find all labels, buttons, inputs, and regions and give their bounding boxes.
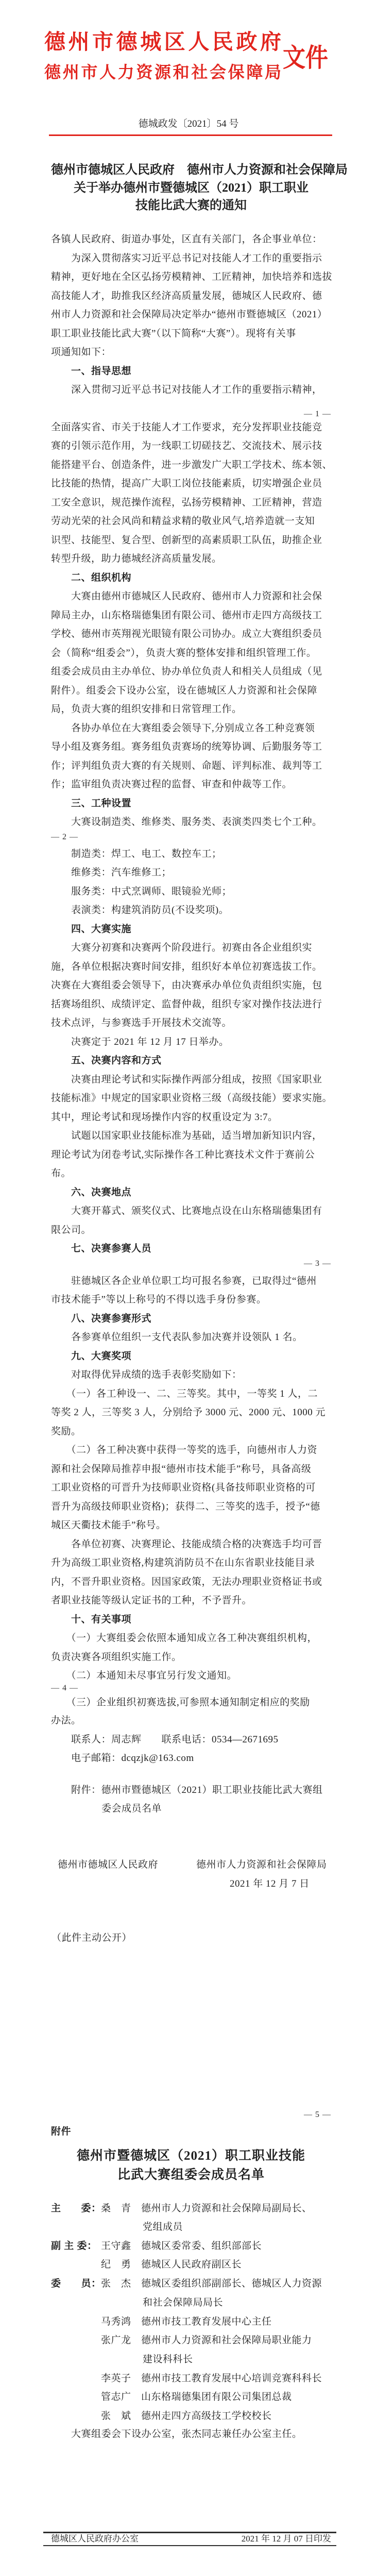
doc-line: 决赛定于 2021 年 12 月 17 日举办。 [51,1037,229,1047]
doc-line: 委会成员名单 [101,1803,162,1814]
section-heading: 二、组织机构 [51,572,132,583]
doc-line: 晋升为高级技师职业资格)；获得二、三等奖的选手，授予“德 [51,1501,320,1512]
section-heading: 七、决赛参赛人员 [51,1243,152,1254]
doc-line: 大赛由德州市德城区人民政府、德州市人力资源和社会保 [51,591,322,602]
section-heading: 十、有关事项 [51,1614,132,1625]
doc-line: 高技能人才，助推我区经济高质量发展，德城区人民政府、德 [51,291,322,301]
page-number: — 1 — [304,410,331,418]
doc-line: 各单位初赛、决赛理论、技能成绩合格的决赛选手均可晋 [51,1539,322,1550]
doc-line: 决赛由理论考试和实际操作两部分组成，按照《国家职业 [51,1074,322,1085]
document-number: 德城政发〔2021〕54 号 [138,118,239,129]
doc-line: 各协办单位在大赛组委会领导下,分别成立各工种竞赛领 [51,723,315,734]
doc-line: 升为高级工职业资格,构建筑消防员不在山东省职业技能目录 [51,1557,315,1568]
doc-line: （二）本通知未尽事宜另行发文通知。 [51,1670,237,1681]
doc-line: （三）企业组织初赛选拔,可参照本通知制定相应的奖励 [51,1697,310,1708]
doc-line: 负责决赛各项组织实施工作。 [51,1652,182,1663]
signature-date: 2021 年 12 月 7 日 [230,1878,310,1889]
doc-line: 等奖 2 人，三等奖 3 人，分别给予 3000 元、2000 元、1000 元 [51,1407,326,1418]
doc-line: 学校、德州市英翔视光眼镜有限公司协办。成立大赛组织委员 [51,629,322,639]
letterhead-org-line1: 德州市德城区人民政府 [44,30,281,54]
signature-right: 德州市人力资源和社会保障局 [196,1859,327,1870]
attachment-title-line: 比武大赛组委会成员名单 [117,2168,265,2182]
doc-line: 城区天衢技术能手”称号。 [51,1520,166,1531]
doc-line: 全面落实省、市关于技能人才工作要求，充分发挥职业技能竞 [51,422,322,433]
doc-line: 工职业资格的可晋升为技师职业资格(具备技师职业资格的可 [51,1482,316,1493]
doc-title-line: 关于举办德州市暨德城区（2021）职工职业 [74,181,309,195]
doc-line: 维修类：汽车维修工； [51,867,172,878]
section-heading: 五、决赛内容和方式 [51,1055,162,1066]
doc-line: 组委会成员由主办单位、协办单位负责人和相关人员组成（见 [51,666,322,677]
doc-line: 转型升级，助力德城经济高质量发展。 [51,553,222,564]
doc-line: 项通知如下： [51,347,112,358]
section-heading: 一、指导思想 [51,366,132,377]
section-heading: 六、决赛地点 [51,1187,132,1198]
letterhead-org-line2: 德州市人力资源和社会保障局 [44,63,281,81]
page-number: — 2 — [51,833,78,841]
roster-role: 副 主 委： [51,2241,97,2251]
red-divider-rule [49,134,332,136]
contact-line: 联系人：周志辉 联系电话：0534—2671695 [51,1734,279,1745]
roster-entry: 张 杰 德城区委组织部副部长、德城区人力资源 [101,2278,322,2289]
section-heading: 四、大赛实施 [51,924,132,935]
roster-entry: 张广龙 德州市人力资源和社会保障局职业能力 [101,2335,312,2346]
roster-entry: 王守鑫 德城区委常委、组织部部长 [101,2241,262,2251]
email-line: 电子邮箱：dcqzjk@163.com [51,1753,194,1764]
doc-line: 理论考试为闭卷考试,实际操作各工种比赛技术文件于赛前公 [51,1149,315,1160]
doc-line: 限公司。 [51,1225,92,1235]
attachment-label: 附件 [51,2126,72,2137]
doc-line: 比技能的热情，提高广大职工岗位技能素质，切实增强企业员 [51,478,322,489]
page-number: — 4 — [51,1684,78,1692]
signature-left: 德州市德城区人民政府 [58,1859,159,1870]
doc-line: 施，各单位根据决赛时间安排，组织好本单位初赛选拔工作。 [51,961,322,972]
doc-line: 附件）。组委会下设办公室，设在德城区人力资源和社会保障 [51,685,318,696]
doc-line: 深入贯彻习近平总书记对技能人才工作的重要指示精神， [51,384,322,395]
doc-line: 技能标准》中规定的国家职业资格三级（高级技能）要求实施。 [51,1093,333,1104]
doc-line: 大赛分初赛和决赛两个阶段进行。初赛由各企业组织实 [51,942,313,953]
doc-line: 工安全意识，规范操作流程，弘扬劳模精神、工匠精神，营造 [51,497,322,508]
doc-line: （一）大赛组委会依照本通知成立各工种决赛组织机构， [51,1633,318,1643]
doc-line: 作；监审组负责决赛过程的监督、审查和仲裁等工作。 [51,779,293,790]
roster-role: 委 员： [51,2278,101,2289]
letterhead-document-word: 文件 [283,43,328,72]
doc-line: 奖励。 [51,1426,81,1437]
doc-line: 其中，理论考试和现场操作内容的权重设定为 3:7。 [51,1112,278,1123]
doc-line: 者职业技能等级认定证书的工种，不予晋升。 [51,1595,252,1606]
section-heading: 九、大赛奖项 [51,1351,132,1362]
doc-line: 决赛在大赛组委会领导下，由决赛承办单位负责组织实施，包 [51,980,322,991]
doc-line: 会（简称“组委会”），负责大赛的整体安排和组织管理工作。 [51,648,317,658]
page-number: — 3 — [304,1259,331,1268]
doc-line: 表演类：构建筑消防员(不设奖项)。 [51,905,229,916]
doc-line: 括赛场组织、成绩评定、监督仲裁，组织专家对操作技法进行 [51,999,322,1010]
doc-line: 内，不晋升职业资格。因国家政策，无法办理职业资格证书或 [51,1577,322,1587]
section-heading: 三、工种设置 [51,798,132,809]
doc-line: 附件：德州市暨德城区（2021）职工职业技能比武大赛组 [51,1785,323,1795]
doc-line: 职工职业技能比武大赛”（以下简称“大赛”）。现将有关事 [51,328,296,339]
doc-line: 布。 [51,1168,72,1179]
roster-entry-cont: 和社会保障局局长 [143,2297,224,2308]
attachment-title-line: 德州市暨德城区（2021）职工职业技能 [76,2149,305,2163]
footer-print-date: 2021 年 12 月 07 日印发 [241,2534,331,2544]
doc-line: 驻德城区各企业单位职工均可报名参赛，已取得过“德州 [51,1276,317,1286]
doc-line: 州市人力资源和社会保障局决定举办“德州市暨德城区（2021） [51,309,328,320]
doc-line: 大赛设制造类、维修类、服务类、表演类四类七个工种。 [51,817,322,827]
doc-line: 劳动光荣的社会风尚和精益求精的敬业风气,培养造就一支知 [51,516,315,527]
doc-line: 大赛组委会下设办公室，张杰同志兼任办公室主任。 [51,2429,302,2439]
roster-entry: 桑 青 德州市人力资源和社会保障局副局长、 [101,2203,312,2214]
doc-line: 能搭建平台、创造条件，进一步激发广大职工学技术、练本领、 [51,460,333,470]
doc-line: （一）各工种设一、二、三等奖。其中，一等奖 1 人，二 [51,1388,318,1399]
doc-line: 精神，更好地在全区弘扬劳模精神、工匠精神，加快培养和选拔 [51,272,333,282]
doc-line: 服务类：中式烹调师、眼镜验光师； [51,886,232,897]
doc-line: 局，负责大赛的组织安排和日常管理工作。 [51,704,242,715]
roster-entry-cont: 党组成员 [143,2222,183,2232]
doc-line: 作；评判组负责大赛的有关规则、命题、评判标准、裁判等工 [51,760,322,771]
doc-line: 源和社会保障局推荐申报“德州市技术能手”称号，具备高级 [51,1464,312,1475]
doc-line: 导小组及赛务组。赛务组负责赛场的统筹协调、后勤服务等工 [51,741,322,752]
doc-line: （二）各工种决赛中获得一等奖的选手，向德州市人力资 [51,1445,318,1455]
disclosure-note: （此件主动公开） [52,1933,132,1943]
doc-line: 为深入贯彻落实习近平总书记对技能人才工作的重要指示 [51,253,322,264]
section-heading: 八、决赛参赛形式 [51,1313,152,1324]
doc-line: 大赛开幕式、颁奖仪式、比赛地点设在山东格瑞德集团有 [51,1206,322,1216]
doc-line: 赛的引领示范作用，为一线职工切磋技艺、交流技术、展示技 [51,440,322,451]
doc-line: 技术点评，与参赛选手开展技术交流等。 [51,1018,232,1028]
roster-entry: 管志广 山东格瑞德集团有限公司集团总裁 [101,2392,292,2402]
roster-entry: 李英子 德州市技工教育发展中心培训竞赛科科长 [101,2373,322,2384]
roster-entry: 马秀鸿 德州市技工教育发展中心主任 [101,2316,272,2327]
roster-role: 主 委： [51,2203,101,2214]
footer-issuer: 德城区人民政府办公室 [51,2534,139,2544]
footer-rule-bottom [43,2545,336,2546]
doc-title-line: 德州市德城区人民政府 德州市人力资源和社会保障局 [51,163,348,177]
doc-line: 试题以国家职业技能标准为基础，适当增加新知识内容， [51,1130,322,1141]
doc-line: 市技术能手”等以上称号的不得以选手身份参赛。 [51,1294,267,1305]
page-number: — 5 — [304,2110,331,2119]
doc-line: 制造类：焊工、电工、数控车工； [51,849,222,859]
doc-line: 办法。 [51,1715,81,1726]
roster-entry-cont: 建设科科长 [143,2354,193,2365]
roster-entry: 张 斌 德州走四方高级技工学校校长 [101,2411,272,2421]
doc-line: 各参赛单位组织一支代表队参加决赛并设领队 1 名。 [51,1332,303,1343]
doc-line: 识型、技能型、复合型、创新型的高素质职工队伍，助推企业 [51,535,322,546]
doc-line: 对取得优异成绩的选手表彰奖励如下： [51,1369,242,1380]
doc-line: 各镇人民政府、街道办事处，区直有关部门，各企事业单位： [51,234,322,245]
doc-line: 障局主办，山东格瑞德集团有限公司、德州市走四方高级技工 [51,610,322,621]
doc-title-line: 技能比武大赛的通知 [135,199,247,212]
roster-entry: 纪 勇 德城区人民政府副区长 [101,2259,242,2270]
